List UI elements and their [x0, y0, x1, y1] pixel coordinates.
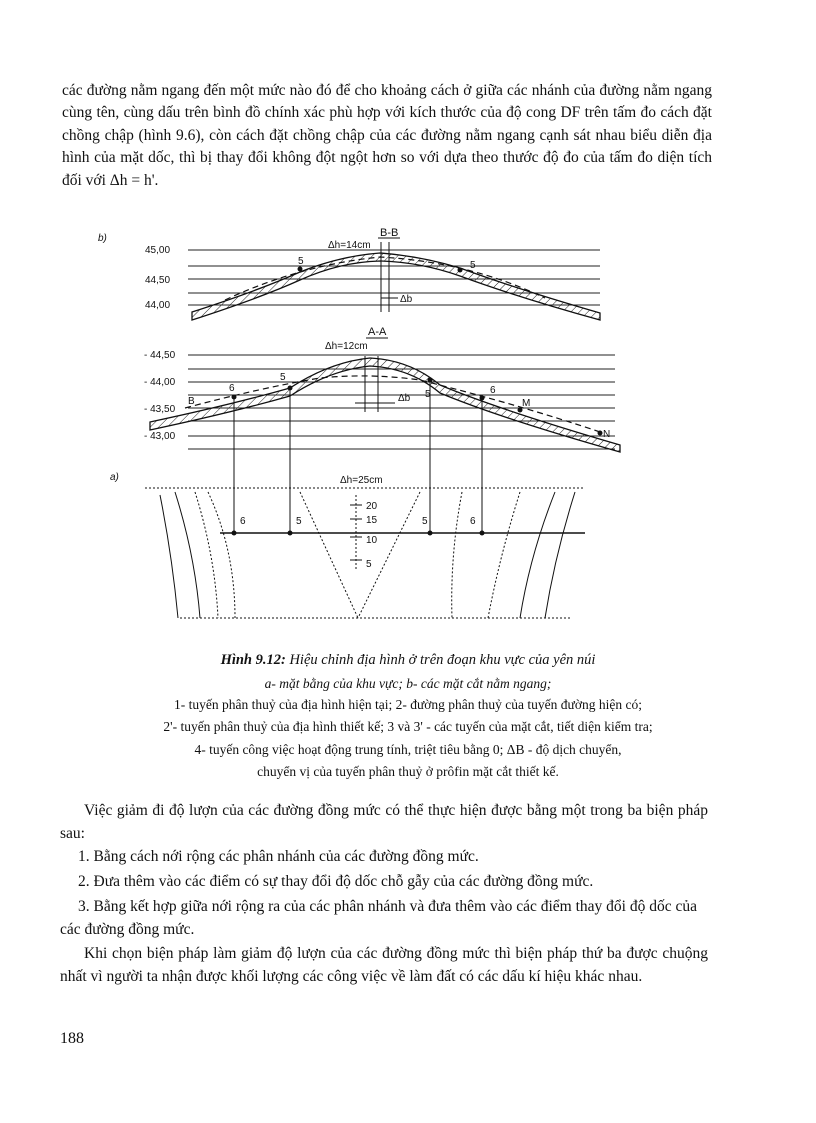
plan-point-6-right: 6 — [470, 516, 476, 527]
bb-db: Δb — [400, 294, 413, 305]
plan-point-5-right: 5 — [422, 516, 428, 527]
list-item-1: 1. Bằng cách nới rộng các phân nhánh của các đường đồng mức. — [78, 848, 479, 865]
label-a: a) — [110, 472, 119, 483]
caption-line-3: 4- tuyến công việc hoạt động trung tính, triệt tiêu bằng 0; ΔB - độ dịch chuyển, — [194, 742, 622, 757]
caption-subtitle: a- mặt bằng của khu vực; b- các mặt cắt nằm ngang; — [264, 676, 552, 691]
plan-scale-10: 10 — [366, 535, 378, 546]
label-b: b) — [98, 233, 107, 244]
aa-dh: Δh=12cm — [325, 341, 368, 352]
aa-letter-n: N — [603, 429, 611, 440]
aa-label-5-left: 5 — [280, 372, 286, 383]
bb-title: B-B — [380, 227, 399, 239]
aa-label-5-right: 5 — [425, 389, 431, 400]
aa-label-6-right: 6 — [490, 385, 496, 396]
aa-level-0: - 44,50 — [144, 350, 176, 361]
aa-letter-m: M — [522, 398, 531, 409]
bb-level-0: 45,00 — [145, 245, 171, 256]
aa-title: A-A — [368, 326, 387, 338]
plan-scale-5: 5 — [366, 559, 372, 570]
aa-level-1: - 44,00 — [144, 377, 176, 388]
bb-level-2: 44,00 — [145, 300, 171, 311]
bb-dh: Δh=14cm — [328, 240, 371, 251]
aa-label-6-left: 6 — [229, 383, 235, 394]
caption-title-text: Hiệu chỉnh địa hình ở trên đoạn khu vực của yên núi — [285, 652, 596, 668]
body-paragraph-2: Khi chọn biện pháp làm giảm độ lượn của các đường đồng mức thì biện pháp thứ ba được chuộng nhất vì người ta nhận được khối lượng các công việc về làm đất có các dấu kí hiệu khác nhau. — [60, 945, 708, 985]
caption-line-2: 2'- tuyến phân thuỷ của địa hình thiết kế; 3 và 3' - các tuyến của mặt cắt, tiết diện kiểm tra; — [163, 719, 653, 734]
caption-figure-number: Hình 9.12: — [220, 652, 286, 668]
caption-line-4: chuyển vị của tuyến phân thuỷ ở prôfin mặt cắt thiết kế. — [257, 764, 559, 779]
page-number: 188 — [60, 1030, 84, 1047]
figure-caption-title — [0, 652, 816, 669]
plan-point-5-left: 5 — [296, 516, 302, 527]
aa-db: Δb — [398, 393, 411, 404]
aa-level-3: - 43,00 — [144, 431, 176, 442]
list-item-3: 3. Bằng kết hợp giữa nới rộng ra của các phân nhánh và đưa thêm vào các điểm thay đổi độ dốc của các đường đồng mức. — [60, 898, 697, 938]
aa-level-2: - 43,50 — [144, 404, 176, 415]
bb-level-1: 44,50 — [145, 275, 171, 286]
intro-paragraph: các đường nằm ngang đến một mức nào đó để cho khoảng cách ở giữa các nhánh của đường nằm ngang cùng tên, cùng dấu trên bình đồ chính xác phù hợp với kích thước của độ cong DF trên tấm đo cách đặt chồng chập (hình 9.6), còn cách đặt chồng chập của các đường nằm ngang cạnh sát nhau biểu diễn địa hình của mặt dốc, thì bị thay đổi không đột ngột hơn so với dựa theo thước độ đo của tấm đo diện tích đối với Δh = h'. — [62, 82, 712, 189]
plan-point-6-left: 6 — [240, 516, 246, 527]
list-item-2: 2. Đưa thêm vào các điểm có sự thay đổi độ dốc chỗ gẫy của các đường đồng mức. — [78, 873, 594, 890]
aa-letter-b: B — [188, 396, 195, 407]
bb-label-5-right: 5 — [470, 260, 476, 271]
plan-scale-20: 20 — [366, 501, 378, 512]
bb-label-5-left: 5 — [298, 256, 304, 267]
body-paragraph-1: Việc giảm đi độ lượn của các đường đồng mức có thể thực hiện được bằng một trong ba biện pháp sau: — [60, 802, 708, 842]
plan-dh: Δh=25cm — [340, 475, 383, 486]
plan-scale-15: 15 — [366, 515, 378, 526]
aa-terrain — [150, 358, 620, 452]
bb-terrain — [192, 253, 600, 320]
caption-line-1: 1- tuyến phân thuỷ của địa hình hiện tại; 2- đường phân thuỷ của tuyến đường hiện có; — [174, 697, 642, 712]
